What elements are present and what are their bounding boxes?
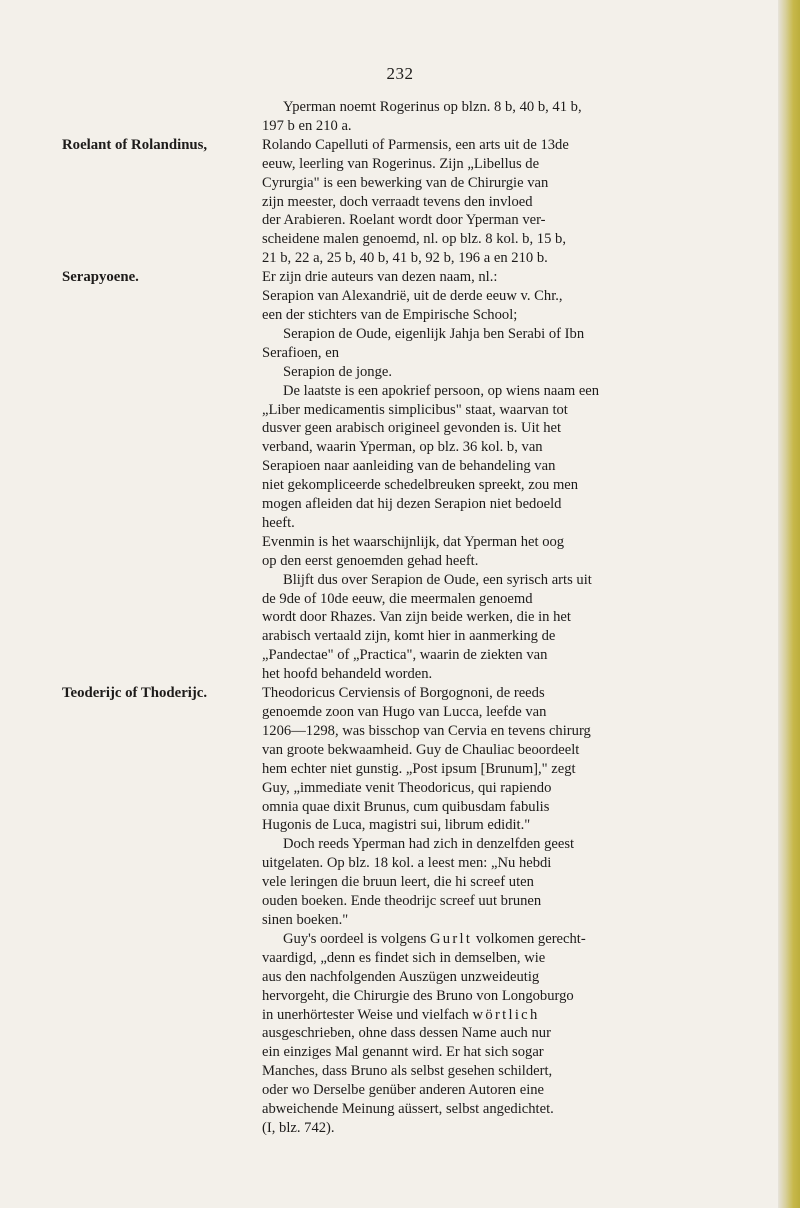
text-line: aus den nachfolgenden Auszügen unzweideutig: [262, 968, 540, 985]
text-line: „Liber medicamentis simplicibus" staat, waarvan tot: [262, 401, 568, 418]
text-line: Evenmin is het waarschijnlijk, dat Yperman het oog: [262, 533, 565, 550]
text-line: 1206—1298, was bisschop van Cervia en tevens chirurg: [262, 722, 591, 739]
text-line: abweichende Meinung aüssert, selbst angedichtet.: [262, 1101, 554, 1118]
text-line: vaardigd, „denn es findet sich in demselben, wie: [262, 949, 546, 966]
text-line: Manches, dass Bruno als selbst gesehen schildert,: [262, 1063, 553, 1080]
text-line: Hugonis de Luca, magistri sui, librum edidit.": [262, 817, 531, 834]
text-line: ein einziges Mal genannt wird. Er hat sich sogar: [262, 1044, 544, 1061]
text-line: arabisch vertaald zijn, komt hier in aanmerking de: [262, 628, 556, 645]
text-line: omnia quae dixit Brunus, cum quibusdam fabulis: [262, 798, 550, 815]
text-line: scheidene malen genoemd, nl. op blz. 8 kol. b, 15 b,: [262, 231, 566, 248]
text-line: uitgelaten. Op blz. 18 kol. a leest men: „Nu hebdi: [262, 855, 552, 872]
side-heading-teoderijc: Teoderijc of Thoderijc.: [62, 685, 208, 702]
text-line: ausgeschrieben, ohne dass dessen Name auch nur: [262, 1025, 551, 1042]
text-line: eeuw, leerling van Rogerinus. Zijn „Libellus de: [262, 155, 540, 172]
text-line: Serapion de Oude, eigenlijk Jahja ben Serabi of Ibn: [283, 325, 585, 342]
text-line: 21 b, 22 a, 25 b, 40 b, 41 b, 92 b, 196 a en 210 b.: [262, 250, 548, 267]
text-line: Blijft dus over Serapion de Oude, een syrisch arts uit: [283, 571, 592, 588]
text-line: mogen afleiden dat hij dezen Serapion niet bedoeld: [262, 496, 562, 513]
text-line: hem echter niet gunstig. „Post ipsum [Brunum]," zegt: [262, 760, 576, 777]
text-line: Cyrurgia" is een bewerking van de Chirurgie van: [262, 174, 549, 191]
text-line: sinen boeken.": [262, 911, 349, 928]
page-number: 232: [386, 64, 414, 83]
text-line: op den eerst genoemden gehad heeft.: [262, 552, 479, 569]
text-line: Doch reeds Yperman had zich in denzelfden geest: [283, 836, 575, 853]
text-line: „Pandectae" of „Practica", waarin de ziekten van: [262, 647, 548, 664]
text-line: Serafioen, en: [262, 344, 339, 361]
page-content: [62, 98, 772, 1138]
side-heading-serapyoene: Serapyoene.: [62, 269, 139, 286]
text-line: Guy, „immediate venit Theodoricus, qui rapiendo: [262, 779, 552, 796]
intro-text: [262, 98, 772, 136]
text-line: het hoofd behandeld worden.: [262, 666, 433, 683]
text-line: (I, blz. 742).: [262, 1119, 335, 1136]
intro-row: [62, 98, 772, 136]
side-heading-roelant: Roelant of Rolandinus,: [62, 136, 208, 153]
text-line: Serapion van Alexandrië, uit de derde eeuw v. Chr.,: [262, 288, 563, 305]
text-line: der Arabieren. Roelant wordt door Yperman ver-: [262, 212, 546, 229]
text-line: Serapion de jonge.: [283, 363, 393, 380]
page-edge-discoloration: [778, 0, 800, 1208]
text-line: heeft.: [262, 514, 295, 531]
text-line: van groote bekwaamheid. Guy de Chauliac beoordeelt: [262, 741, 580, 758]
text-line: een der stichters van de Empirische School;: [262, 306, 518, 323]
teoderijc-text: [262, 684, 772, 1138]
text-line: oder wo Derselbe genüber anderen Autoren eine: [262, 1082, 545, 1099]
text-line: Yperman noemt Rogerinus op blzn. 8 b, 40 b, 41 b,: [283, 99, 582, 115]
text-line: Serapioen naar aanleiding van de behandeling van: [262, 458, 556, 475]
text-fragment: in unerhörtester Weise und vielfach: [262, 1006, 469, 1023]
text-line: niet gekompliceerde schedelbreuken spreekt, zou men: [262, 477, 579, 494]
serapyoene-section: [62, 268, 772, 684]
text-fragment: Guy's oordeel is volgens: [283, 930, 427, 947]
text-line: Rolando Capelluti of Parmensis, een arts uit de 13de: [262, 136, 569, 153]
text-line: De laatste is een apokrief persoon, op wiens naam een: [283, 382, 600, 399]
text-line: vele leringen die bruun leert, die hi screef uten: [262, 874, 534, 891]
text-line: genoemde zoon van Hugo van Lucca, leefde van: [262, 704, 547, 720]
text-line: [262, 1006, 772, 1025]
text-line: [262, 930, 772, 949]
roelant-text: [262, 136, 772, 268]
text-line: hervorgeht, die Chirurgie des Bruno von Longoburgo: [262, 987, 574, 1004]
text-line: Theodoricus Cerviensis of Borgognoni, de reeds: [262, 685, 545, 702]
text-line: verband, waarin Yperman, op blz. 36 kol. b, van: [262, 439, 543, 456]
spaced-author-name: Gurlt: [429, 930, 473, 947]
text-line: ouden boeken. Ende theodrijc screef uut brunen: [262, 893, 542, 910]
text-line: 197 b en 210 a.: [262, 117, 352, 134]
teoderijc-section: [62, 684, 772, 1138]
roelant-section: [62, 136, 772, 268]
spaced-emphasis-word: wörtlich: [472, 1006, 540, 1023]
text-line: wordt door Rhazes. Van zijn beide werken, die in het: [262, 609, 571, 626]
text-line: Er zijn drie auteurs van dezen naam, nl.:: [262, 269, 498, 286]
text-line: dusver geen arabisch origineel gevonden is. Uit het: [262, 420, 562, 437]
text-fragment: volkomen gerecht-: [475, 930, 586, 947]
serapyoene-text: [262, 268, 772, 684]
text-line: zijn meester, doch verraadt tevens den invloed: [262, 193, 533, 210]
text-line: de 9de of 10de eeuw, die meermalen genoemd: [262, 590, 533, 607]
